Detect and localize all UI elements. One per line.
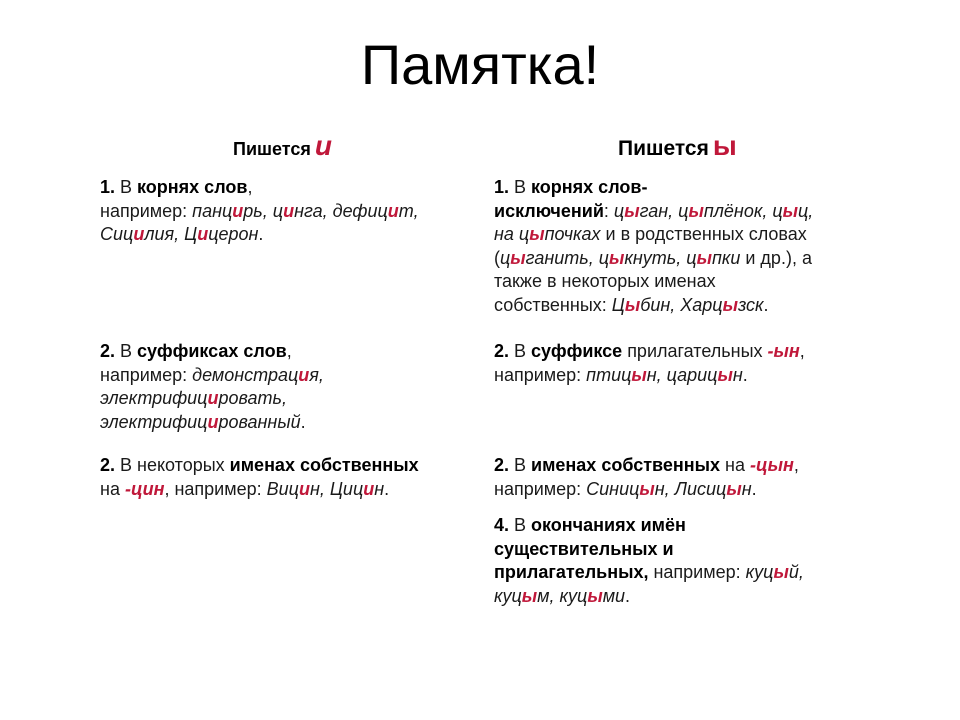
heading-right-text: Пишется xyxy=(618,137,709,160)
text-segment: корнях слов xyxy=(137,177,248,197)
text-segment: 2. xyxy=(100,341,121,361)
rule-line xyxy=(100,340,324,364)
text-segment: лия, Ц xyxy=(144,224,198,244)
text-segment: рованный xyxy=(218,411,301,432)
rule-line xyxy=(494,340,805,364)
text-segment: именах собственных xyxy=(229,455,419,475)
text-segment: В xyxy=(514,515,532,535)
rule-block xyxy=(494,176,813,317)
rule-line xyxy=(494,200,813,224)
text-segment: окончаниях имён xyxy=(531,515,686,535)
text-segment: В xyxy=(120,177,138,197)
text-segment: панц xyxy=(192,200,233,221)
heading-left-letter: и xyxy=(314,130,332,161)
text-segment: 1. xyxy=(100,177,121,197)
text-segment: н xyxy=(374,478,385,499)
highlighted-letter: -цин xyxy=(124,478,165,499)
text-segment: суффиксе xyxy=(531,341,623,361)
text-segment: церон xyxy=(208,224,259,244)
text-segment: например: xyxy=(494,364,587,385)
text-segment: 4. xyxy=(494,515,515,535)
text-segment: демонстрац xyxy=(192,364,299,385)
text-segment: , xyxy=(247,177,253,197)
highlighted-letter: ы xyxy=(510,247,526,268)
rule-line xyxy=(100,200,419,224)
highlighted-letter: ы xyxy=(631,364,647,385)
text-segment: электрифиц xyxy=(100,411,208,432)
text-segment: . xyxy=(742,364,748,385)
text-segment: существительных и xyxy=(494,538,674,559)
text-segment: В xyxy=(514,177,532,197)
text-segment: и др.), а xyxy=(740,247,812,268)
text-segment: ц xyxy=(613,200,625,221)
rule-line xyxy=(100,223,419,247)
text-segment: В xyxy=(120,341,138,361)
text-segment: . xyxy=(751,478,757,499)
text-segment: . xyxy=(384,478,390,499)
text-segment: прилагательных, xyxy=(494,562,649,582)
text-segment: Синиц xyxy=(586,478,640,499)
rule-block xyxy=(100,176,419,247)
text-segment: исключений xyxy=(494,200,604,221)
text-segment: также в некоторых именах xyxy=(494,271,716,291)
rule-line xyxy=(100,364,324,388)
text-segment: корнях слов- xyxy=(531,177,648,197)
text-segment: именах собственных xyxy=(531,455,720,475)
text-segment: н, Лисиц xyxy=(654,478,727,499)
text-segment: зск xyxy=(737,294,764,315)
text-segment: на xyxy=(100,478,125,499)
rule-line xyxy=(100,411,324,435)
text-segment: т, xyxy=(398,200,419,221)
text-segment: бин, Харц xyxy=(640,294,723,315)
text-segment: 2. xyxy=(494,455,515,475)
highlighted-letter: и xyxy=(232,200,244,221)
text-segment: . xyxy=(300,411,306,432)
text-segment: н, Циц xyxy=(309,478,364,499)
text-segment: 1. xyxy=(494,177,515,197)
highlighted-letter: и xyxy=(283,200,295,221)
text-segment: 2. xyxy=(494,341,515,361)
text-segment: Сиц xyxy=(100,224,134,244)
rule-block xyxy=(494,514,804,608)
text-segment: пки xyxy=(711,247,741,268)
highlighted-letter: ы xyxy=(529,224,545,244)
text-segment: н xyxy=(732,364,743,385)
text-segment: ми xyxy=(602,585,626,606)
rule-block xyxy=(494,340,805,387)
highlighted-letter: и xyxy=(363,478,375,499)
text-segment: , xyxy=(286,341,292,361)
rule-line xyxy=(494,585,804,609)
rule-line xyxy=(494,176,813,200)
text-segment: на xyxy=(720,455,750,475)
highlighted-letter: и xyxy=(207,388,219,408)
highlighted-letter: и xyxy=(207,411,219,432)
highlighted-letter: ы xyxy=(688,200,704,221)
text-segment: м, куц xyxy=(537,585,588,606)
highlighted-letter: ы xyxy=(773,562,789,582)
text-segment: плёнок, ц xyxy=(703,200,783,221)
text-segment: куц xyxy=(494,585,522,606)
text-segment: В xyxy=(514,341,532,361)
text-segment: Ц xyxy=(611,294,625,315)
highlighted-letter: и xyxy=(133,224,145,244)
text-segment: : xyxy=(603,200,614,221)
highlighted-letter: и xyxy=(387,200,399,221)
text-segment: суффиксах слов xyxy=(137,341,287,361)
text-segment: В некоторых xyxy=(120,455,230,475)
rule-line xyxy=(494,247,813,271)
highlighted-letter: ы xyxy=(722,294,738,315)
text-segment: куц xyxy=(745,562,774,582)
rule-line xyxy=(494,478,799,502)
text-segment: например: xyxy=(494,478,587,499)
text-segment: Виц xyxy=(266,478,299,499)
rule-line xyxy=(494,294,813,318)
text-segment: . xyxy=(763,294,769,315)
text-segment: н xyxy=(741,478,752,499)
rule-line xyxy=(100,478,419,502)
highlighted-letter: и xyxy=(298,478,310,499)
rule-line xyxy=(494,538,804,562)
text-segment: н, цариц xyxy=(646,364,718,385)
rule-line xyxy=(100,454,419,478)
highlighted-letter: ы xyxy=(717,364,733,385)
page-title: Памятка! xyxy=(360,33,600,96)
text-segment: . xyxy=(625,585,631,606)
highlighted-letter: ы xyxy=(726,478,742,499)
text-segment: и в родственных словах xyxy=(600,224,807,244)
highlighted-letter: и xyxy=(298,364,310,385)
text-segment: рь, ц xyxy=(243,200,284,221)
text-segment: ганить, ц xyxy=(525,247,610,268)
text-segment: , xyxy=(799,341,805,361)
heading-left-text: Пишется xyxy=(233,139,311,159)
highlighted-letter: ы xyxy=(696,247,712,268)
text-segment: например: xyxy=(100,364,193,385)
rule-line xyxy=(494,223,813,247)
text-segment: прилагательных xyxy=(622,341,768,361)
highlighted-letter: ы xyxy=(639,478,655,499)
text-segment: . xyxy=(258,224,264,244)
highlighted-letter: ы xyxy=(624,200,640,221)
text-segment: ( xyxy=(494,247,500,268)
heading-right xyxy=(618,132,737,163)
rule-block xyxy=(494,454,799,501)
rule-line xyxy=(494,514,804,538)
heading-right-letter: ы xyxy=(712,130,737,161)
highlighted-letter: -ын xyxy=(767,341,800,361)
text-segment: й, xyxy=(788,562,804,582)
text-segment: например: xyxy=(648,562,746,582)
text-segment: например: xyxy=(100,200,193,221)
highlighted-letter: ы xyxy=(624,294,641,315)
text-segment: , например: xyxy=(164,478,267,499)
text-segment: ган, ц xyxy=(639,200,689,221)
rule-block xyxy=(100,454,419,501)
highlighted-letter: и xyxy=(197,224,209,244)
heading-left xyxy=(233,132,332,163)
text-segment: кнуть, ц xyxy=(624,247,697,268)
highlighted-letter: -цын xyxy=(749,455,794,475)
text-segment: почках xyxy=(544,224,601,244)
highlighted-letter: ы xyxy=(782,200,798,221)
text-segment: электрифиц xyxy=(100,388,208,408)
text-segment: 2. xyxy=(100,455,121,475)
text-segment: ц xyxy=(500,247,511,268)
rule-line xyxy=(100,176,419,200)
rule-line xyxy=(100,387,324,411)
rule-line xyxy=(494,454,799,478)
highlighted-letter: ы xyxy=(521,585,538,606)
highlighted-letter: ы xyxy=(587,585,603,606)
text-segment: нга, дефиц xyxy=(294,200,388,221)
rule-line xyxy=(494,270,813,294)
text-segment: ровать, xyxy=(218,388,287,408)
text-segment: собственных: xyxy=(494,294,612,315)
text-segment: ц, xyxy=(798,200,814,221)
text-segment: на ц xyxy=(494,224,530,244)
text-segment: , xyxy=(793,455,799,475)
highlighted-letter: ы xyxy=(609,247,625,268)
rule-block xyxy=(100,340,324,434)
rule-line xyxy=(494,364,805,388)
text-segment: птиц xyxy=(586,364,632,385)
text-segment: я, xyxy=(309,364,324,385)
text-segment: В xyxy=(514,455,532,475)
rule-line xyxy=(494,561,804,585)
